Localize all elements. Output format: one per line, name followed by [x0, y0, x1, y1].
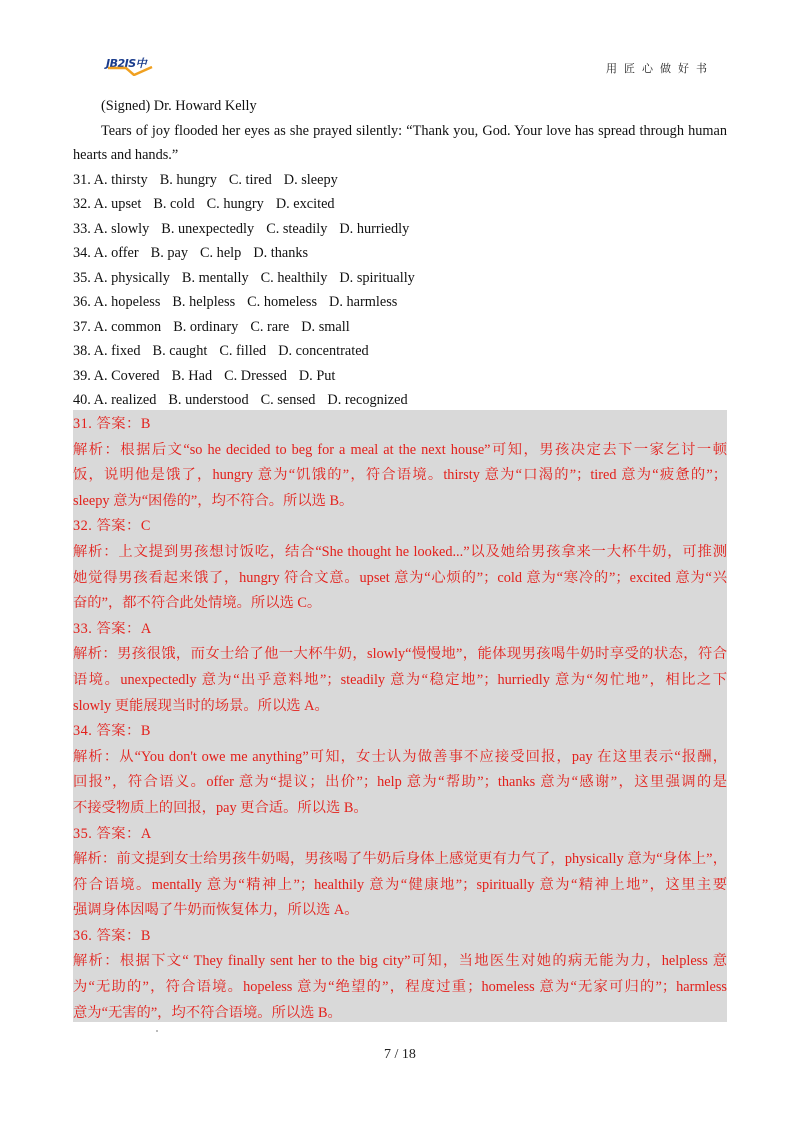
question-line: [73, 192, 727, 217]
question-option: D. concentrated: [278, 343, 369, 359]
question-number: 31.: [73, 171, 91, 188]
answer-heading: 33. 答案：A: [73, 620, 152, 637]
answer-explanation-line: 语境。unexpectedly 意为“出乎意料地”；steadily 意为“稳定地”；hurriedly 意为“匆忙地”，相比之下: [73, 671, 727, 688]
question-option: A. realized: [93, 392, 157, 408]
question-option: D. Put: [298, 367, 336, 384]
page-number: 7 / 18: [384, 1047, 416, 1062]
answer-explanation-line: 回报”，符合语义。offer 意为“提议；出价”；help 意为“帮助”；thanks 意为“感谢”，这里强调的是: [73, 774, 727, 791]
answer-explanation-line: 解析：根据下文“ They finally sent her to the big city”可知，当地医生对她的病无能为力，helpless 意: [73, 953, 727, 970]
question-option: D. hurriedly: [339, 220, 410, 237]
publisher-logo: [106, 55, 156, 77]
closing-paragraph-line-1: Tears of joy flooded her eyes as she prayed silently: “Thank you, God. Your love has spread through human: [101, 122, 727, 139]
answer-explanation-line: 饭，说明他是饿了，hungry 意为“饥饿的”，符合语境。thirsty 意为“口渴的”；tired 意为“疲惫的”；: [73, 467, 727, 484]
answer-explanation-line: 解析：前文提到女士给男孩牛奶喝，男孩喝了牛奶后身体上感觉更有力气了，physically 意为“身体上”，: [73, 851, 727, 868]
question-option: C. healthily: [260, 269, 328, 286]
question-option: A. slowly: [93, 220, 150, 237]
answer-explanation-line: 解析：上文提到男孩想讨饭吃，结合“She thought he looked...”以及她给男孩拿来一大杯牛奶，可推测: [73, 543, 727, 560]
question-option: B. ordinary: [173, 318, 239, 335]
question-number: 38.: [73, 343, 91, 359]
question-option: B. understood: [168, 392, 249, 408]
question-number: 39.: [73, 367, 91, 384]
question-line: [73, 315, 727, 340]
answer-explanation-line: 解析：从“You don't owe me anything”可知，女士认为做善事不应接受回报，pay 在这里表示“报酬，: [73, 748, 727, 765]
logo-text: JB2JS中: [106, 57, 147, 70]
question-option: A. thirsty: [93, 171, 148, 188]
page-header: [0, 0, 800, 90]
question-option: D. thanks: [253, 245, 309, 261]
question-option: B. helpless: [172, 294, 236, 310]
answer-explanation-line: 她觉得男孩看起来饿了，hungry 符合文意。upset 意为“心烦的”；cold 意为“寒冷的”；excited 意为“兴: [73, 569, 727, 586]
question-option: A. upset: [93, 196, 142, 212]
question-line: [73, 339, 727, 364]
question-option: C. tired: [228, 171, 272, 188]
header-slogan: 用匠心做好书: [606, 62, 714, 75]
question-option: B. pay: [150, 245, 188, 261]
question-line: [73, 241, 727, 266]
question-number: 33.: [73, 220, 91, 237]
question-option: C. steadily: [266, 220, 328, 237]
answer-explanation-line: 意为“无害的”，均不符合语境。所以选 B。: [73, 1004, 342, 1021]
question-option: D. sleepy: [283, 171, 338, 188]
answer-explanations-panel: [73, 410, 727, 1022]
question-number: 36.: [73, 294, 91, 310]
mark-dot: [156, 1030, 158, 1032]
question-option: D. excited: [275, 196, 335, 212]
answer-explanation-line: 解析：男孩很饿，而女士给了他一大杯牛奶，slowly“慢慢地”，能体现男孩喝牛奶时享受的状态，符合: [73, 646, 727, 663]
question-option: D. recognized: [327, 392, 408, 408]
signature-line: (Signed) Dr. Howard Kelly: [101, 98, 257, 114]
question-option: B. caught: [152, 343, 208, 359]
question-option: A. common: [93, 318, 162, 335]
question-option: C. help: [200, 245, 242, 261]
answer-explanation-line: 符合语境。mentally 意为“精神上”；healthily 意为“健康地”；spiritually 意为“精神上地”，这里主要: [73, 876, 727, 893]
question-option: B. hungry: [159, 171, 217, 188]
answer-explanation-line: 奋的”，都不符合此处情境。所以选 C。: [73, 595, 322, 612]
question-line: [73, 388, 727, 413]
question-line: [73, 364, 727, 389]
question-option: A. hopeless: [93, 294, 161, 310]
answer-list: [73, 410, 727, 1026]
question-number: 32.: [73, 196, 91, 212]
question-line: [73, 168, 727, 193]
answer-heading: 36. 答案：B: [73, 927, 151, 944]
question-option: D. small: [301, 318, 350, 335]
question-option: B. Had: [171, 367, 213, 384]
closing-paragraph-line-2: hearts and hands.”: [73, 147, 179, 163]
question-option: C. rare: [250, 318, 290, 335]
question-option: C. Dressed: [224, 367, 287, 384]
answer-heading: 31. 答案：B: [73, 416, 151, 432]
answer-explanation-line: 解析：根据后文“so he decided to beg for a meal at the next house”可知，男孩决定去下一家乞讨一顿: [73, 441, 727, 458]
answer-explanation-line: 强调身体因喝了牛奶而恢复体力，所以选 A。: [73, 902, 359, 919]
question-option: C. homeless: [247, 294, 318, 310]
answer-heading: 34. 答案：B: [73, 723, 151, 740]
question-list: [73, 168, 727, 413]
question-option: A. physically: [93, 269, 170, 286]
question-option: A. offer: [93, 245, 139, 261]
answer-heading: 32. 答案：C: [73, 518, 151, 535]
question-number: 40.: [73, 392, 91, 408]
question-option: D. harmless: [329, 294, 398, 310]
answer-explanation-line: 不接受物质上的回报，pay 更合适。所以选 B。: [73, 799, 368, 816]
question-number: 37.: [73, 318, 91, 335]
question-line: [73, 217, 727, 242]
question-option: A. Covered: [93, 367, 160, 384]
question-option: A. fixed: [93, 343, 141, 359]
question-option: B. cold: [153, 196, 195, 212]
question-number: 35.: [73, 269, 91, 286]
question-option: B. unexpectedly: [161, 220, 255, 237]
question-option: B. mentally: [181, 269, 249, 286]
answer-explanation-line: slowly 更能展现当时的场景。所以选 A。: [73, 697, 329, 714]
passage-and-questions: [73, 94, 727, 413]
question-line: [73, 266, 727, 291]
question-option: C. filled: [219, 343, 267, 359]
logo-swoosh-icon: [106, 66, 156, 76]
question-option: C. hungry: [206, 196, 264, 212]
question-line: [73, 290, 727, 315]
question-number: 34.: [73, 245, 91, 261]
answer-explanation-line: sleepy 意为“困倦的”，均不符合。所以选 B。: [73, 492, 354, 509]
answer-explanation-line: 为“无助的”，符合语境。hopeless 意为“绝望的”，程度过重；homeless 意为“无家可归的”；harmless: [73, 979, 727, 996]
question-option: D. spiritually: [339, 269, 415, 286]
answer-heading: 35. 答案：A: [73, 825, 152, 842]
question-option: C. sensed: [260, 392, 316, 408]
